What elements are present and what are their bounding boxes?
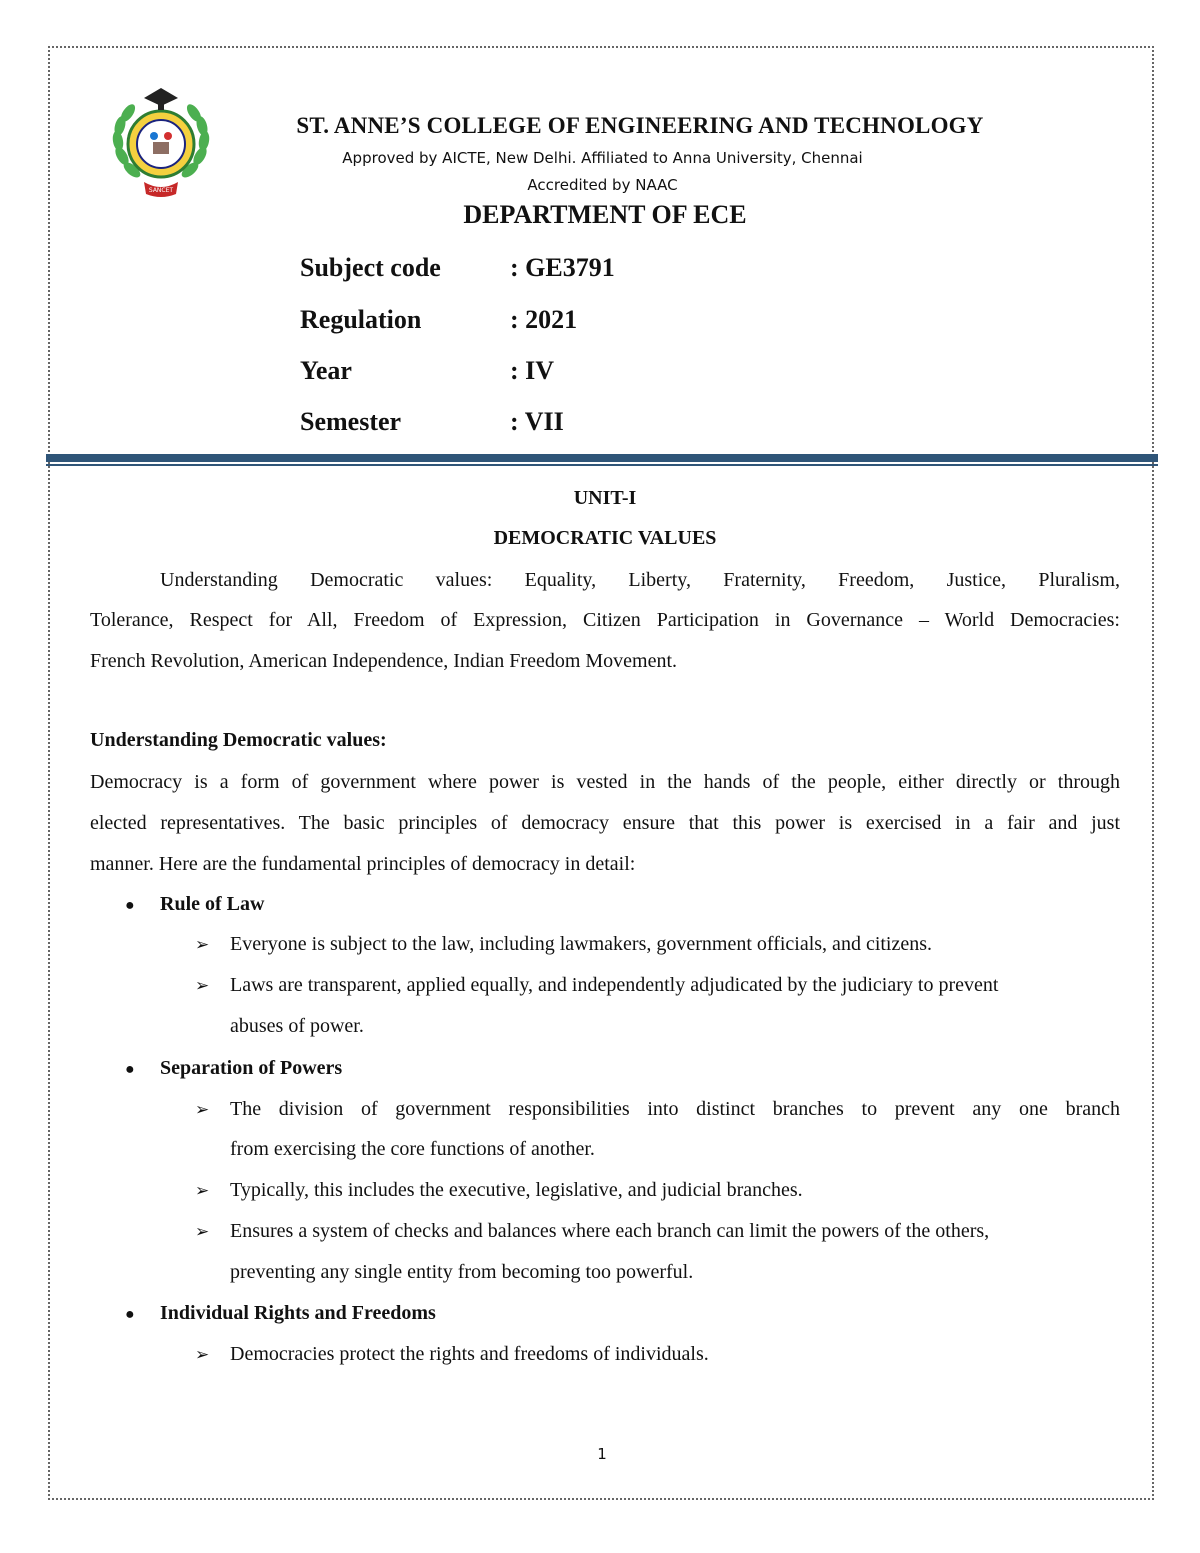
bullet-icon: ● xyxy=(125,1306,135,1323)
info-year xyxy=(300,356,554,386)
unit-number: UNIT-I xyxy=(573,487,637,509)
sub-point: ➢ Ensures a system of checks and balances where each branch can limit the powers of the others, xyxy=(195,1220,990,1242)
department-title: DEPARTMENT OF ECE xyxy=(463,200,747,229)
sub-point: ➢ Laws are transparent, applied equally, and independently adjudicated by the judiciary to prevent xyxy=(195,974,999,996)
syllabus-line: Understanding Democratic values: Equality, Liberty, Fraternity, Freedom, Justice, Pluralism, xyxy=(160,569,1120,591)
principle-item xyxy=(125,1057,342,1080)
logo-banner-text: SANCET xyxy=(148,187,174,194)
info-regulation xyxy=(300,305,577,335)
info-value: : GE3791 xyxy=(510,253,615,282)
principle-title: Separation of Powers xyxy=(160,1057,343,1079)
sub-point-continuation: preventing any single entity from becoming too powerful. xyxy=(230,1261,694,1283)
section-heading: Understanding Democratic values: xyxy=(90,729,387,751)
sub-point: ➢ Everyone is subject to the law, including lawmakers, government officials, and citizens. xyxy=(195,933,933,955)
info-label: Subject code xyxy=(300,253,441,282)
syllabus-line: Tolerance, Respect for All, Freedom of Expression, Citizen Participation in Governance – World Democracies: xyxy=(90,609,1120,631)
info-value: : VII xyxy=(510,407,564,436)
principle-title: Individual Rights and Freedoms xyxy=(160,1302,436,1324)
page-number: 1 xyxy=(597,1445,607,1463)
info-label: Year xyxy=(300,356,352,385)
accreditation-text: Accredited by NAAC xyxy=(527,176,678,194)
info-label: Regulation xyxy=(300,305,422,334)
sub-point-continuation: from exercising the core functions of another. xyxy=(230,1138,595,1160)
intro-line: elected representatives. The basic principles of democracy ensure that this power is exercised in a fair and just xyxy=(90,812,1120,834)
intro-line: Democracy is a form of government where power is vested in the hands of the people, either directly or through xyxy=(90,771,1120,793)
header-divider xyxy=(46,454,1158,468)
arrow-bullet-icon: ➢ xyxy=(195,1222,210,1242)
sub-point: ➢ The division of government responsibilities into distinct branches to prevent any one branch xyxy=(195,1098,1120,1120)
arrow-bullet-icon: ➢ xyxy=(195,1345,210,1365)
arrow-bullet-icon: ➢ xyxy=(195,1181,210,1201)
sub-point: ➢ Democracies protect the rights and freedoms of individuals. xyxy=(195,1343,709,1365)
principle-item xyxy=(125,1302,436,1325)
sub-point-continuation: abuses of power. xyxy=(230,1015,364,1037)
syllabus-line: French Revolution, American Independence, Indian Freedom Movement. xyxy=(90,650,678,672)
principle-item xyxy=(125,893,264,916)
info-label: Semester xyxy=(300,407,402,436)
arrow-bullet-icon: ➢ xyxy=(195,976,210,996)
approval-text: Approved by AICTE, New Delhi. Affiliated to Anna University, Chennai xyxy=(342,149,863,167)
info-semester xyxy=(300,407,564,437)
college-name: ST. ANNE’S COLLEGE OF ENGINEERING AND TECHNOLOGY xyxy=(296,113,984,138)
info-value: : IV xyxy=(510,356,555,385)
unit-title: DEMOCRATIC VALUES xyxy=(493,527,717,549)
bullet-icon: ● xyxy=(125,1061,135,1078)
intro-line: manner. Here are the fundamental principles of democracy in detail: xyxy=(90,853,636,875)
bullet-icon: ● xyxy=(125,897,135,914)
college-logo xyxy=(108,86,214,200)
info-value: : 2021 xyxy=(510,305,578,334)
arrow-bullet-icon: ➢ xyxy=(195,935,210,955)
arrow-bullet-icon: ➢ xyxy=(195,1100,210,1120)
info-subject-code xyxy=(300,253,615,283)
principle-title: Rule of Law xyxy=(160,893,265,915)
sub-point: ➢ Typically, this includes the executive, legislative, and judicial branches. xyxy=(195,1179,803,1201)
